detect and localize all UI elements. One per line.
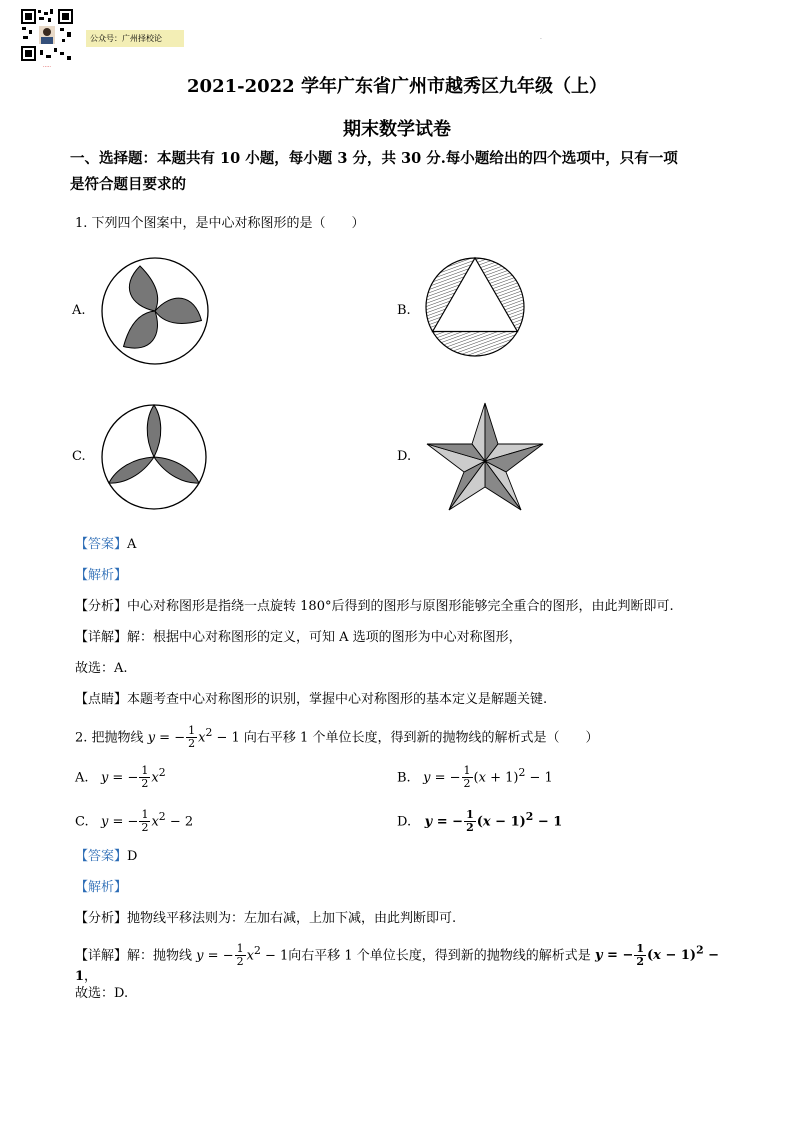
qr-code <box>20 8 74 62</box>
q1-answer: 【答案】A <box>75 537 137 552</box>
q1-option-a-label: A. <box>72 303 86 318</box>
q2-xiangjie: 【详解】解：抛物线 y = − $\frac{1}{2}$ $x^2 - 1$向右平移 1 个单位长度，得到新的抛物线的解析式是 y = − $\frac{1}{2}$ $(x - 1)^2 - 1$， <box>75 942 720 985</box>
q1-stem: 1. 下列四个图案中，是中心对称图形的是（ ） <box>75 216 365 231</box>
q1-option-c-label: C. <box>72 449 86 464</box>
q2-option-a: A. y = − $\frac{1}{2}$ $x^2$ <box>75 764 166 791</box>
q1-dianjing: 【点睛】本题考查中心对称图形的识别，掌握中心对称图形的基本定义是解题关键. <box>75 692 548 707</box>
page-dot: · <box>540 36 542 43</box>
q2-select: 故选：D. <box>75 986 129 1001</box>
q2-option-b: B. y = − $\frac{1}{2}$ $(x + 1)^2 - 1$ <box>397 764 553 791</box>
q2-option-c: C. y = − $\frac{1}{2}$ $x^2 - 2$ <box>75 808 194 835</box>
title-line1: 2021-2022 学年广东省广州市越秀区九年级（上） <box>187 76 607 97</box>
q2-answer: 【答案】D <box>75 849 138 864</box>
section-heading: 一、选择题：本题共有 10 小题，每小题 3 分，共 30 分.每小题给出的四个选项中，只有一项 是符合题目要求的 <box>70 150 678 193</box>
q2-stem: 2. 把抛物线 y = − $\frac{1}{2}$ $x^2 - 1$ 向右平移 1 个单位长度，得到新的抛物线的解析式是（ ） <box>75 724 599 751</box>
q2-fenxi: 【分析】抛物线平移法则为：左加右减，上加下减，由此判断即可. <box>75 911 457 926</box>
q2-analysis-heading: 【解析】 <box>75 880 128 895</box>
q1-fenxi: 【分析】中心对称图形是指绕一点旋转 180°后得到的图形与原图形能够完全重合的图形，由此判断即可. <box>75 599 674 614</box>
q1-select: 故选：A. <box>75 661 128 676</box>
q1-analysis-heading: 【解析】 <box>75 568 128 583</box>
q1-figure-c-petals <box>100 403 208 515</box>
qr-caption: ····· <box>43 64 51 70</box>
q1-option-d-label: D. <box>397 449 412 464</box>
q1-figure-d-star <box>424 400 546 516</box>
wechat-banner: 公众号：广州择校论 <box>86 30 184 47</box>
q1-xiangjie: 【详解】解：根据中心对称图形的定义，可知 A 选项的图形为中心对称图形， <box>75 630 522 645</box>
q1-figure-a-swirl <box>100 256 210 370</box>
q1-figure-b-triangle <box>424 256 526 362</box>
title-line2: 期末数学试卷 <box>343 119 451 140</box>
q2-option-d: D. y = − $\frac{1}{2}$ $(x - 1)^2 - 1$ <box>397 808 563 835</box>
q1-option-b-label: B. <box>397 303 411 318</box>
